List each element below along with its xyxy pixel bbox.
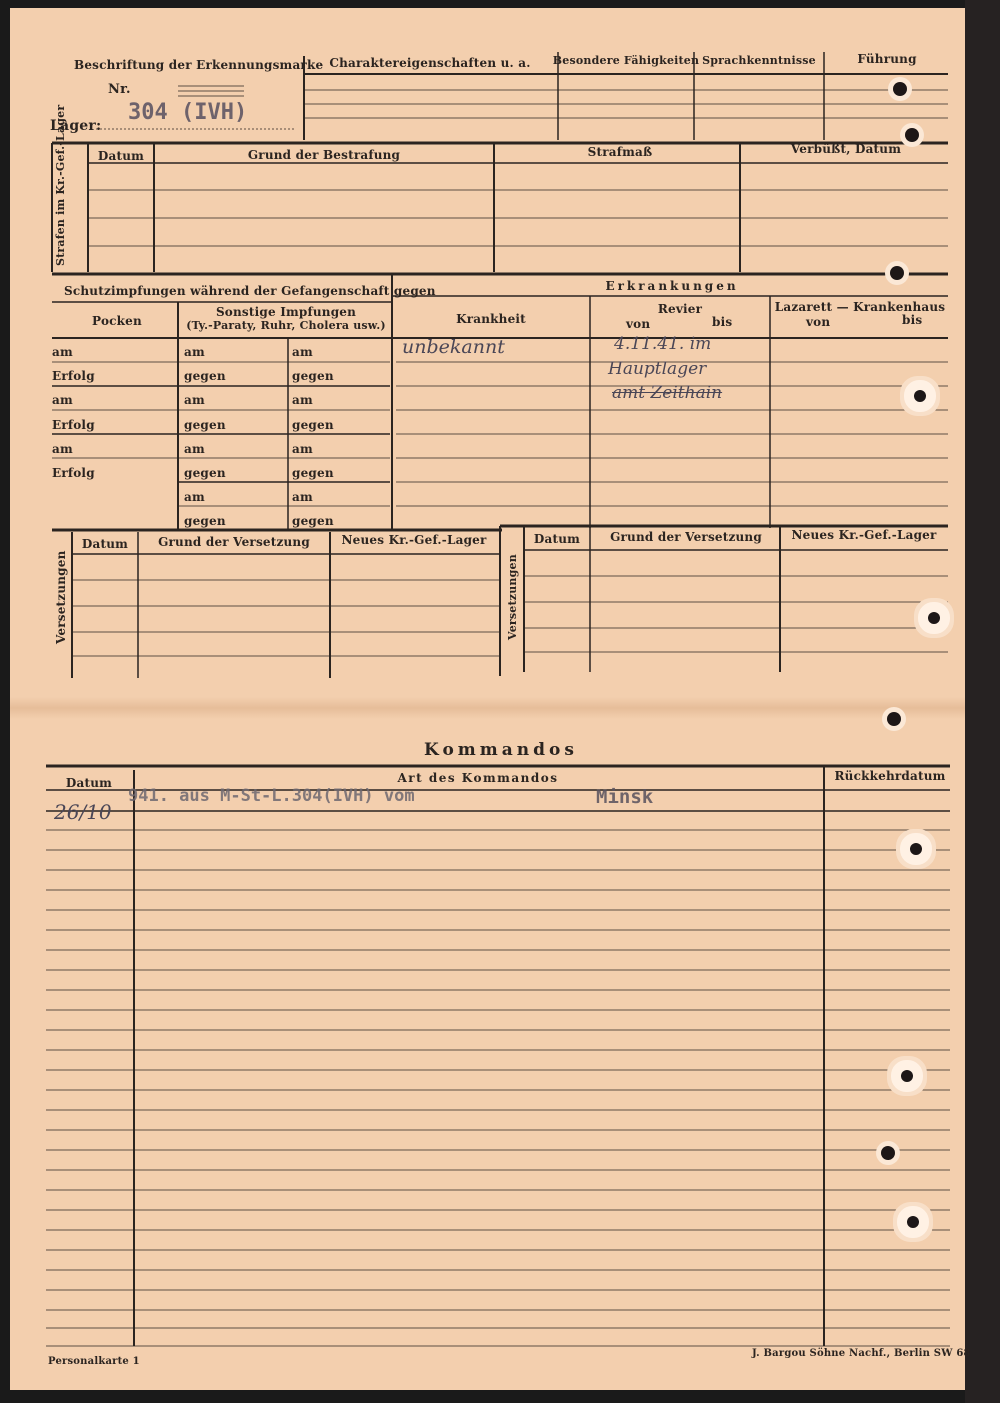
handwritten-krankheit: unbekannt: [402, 336, 505, 358]
versetzung-lager-header-left: Neues Kr.-Gef.-Lager: [341, 533, 487, 547]
impf-gegen-4a: gegen: [184, 514, 226, 528]
impf-gegen-3a: gegen: [184, 466, 226, 480]
impf-gegen-2b: gegen: [292, 418, 334, 432]
punch-hole: [928, 612, 940, 624]
punch-hole: [887, 712, 901, 726]
sonstige-sub-header: (Ty.-Paraty, Ruhr, Cholera usw.): [186, 319, 386, 332]
footer-printer: J. Bargou Söhne Nachf., Berlin SW 68: [752, 1348, 971, 1359]
impfungen-header: Schutzimpfungen während der Gefangenschaft gegen: [64, 284, 436, 298]
rueckkehr-header: Rückkehrdatum: [834, 769, 946, 783]
kommando-datum-header: Datum: [65, 776, 113, 790]
pocken-am-1: am: [52, 345, 73, 359]
strafen-grund-header: Grund der Bestrafung: [247, 148, 401, 162]
nr-label: Nr.: [108, 82, 131, 97]
impf-gegen-1b: gegen: [292, 369, 334, 383]
krankheit-header: Krankheit: [456, 312, 526, 326]
punch-hole: [905, 128, 919, 142]
impf-am-4b: am: [292, 490, 313, 504]
impf-am-3b: am: [292, 442, 313, 456]
kommando-stamp-minsk: Minsk: [596, 786, 654, 808]
punch-hole: [893, 82, 907, 96]
impf-am-2b: am: [292, 393, 313, 407]
strafen-datum-header: Datum: [97, 149, 145, 163]
fuehrung-header: Führung: [857, 52, 917, 66]
handwritten-revier-3: amt Zeithain: [612, 383, 723, 403]
erkrankungen-header: Erkrankungen: [605, 279, 739, 293]
handwritten-revier-1: 4.11.41. im: [614, 334, 712, 354]
lazarett-header: Lazarett — Krankenhaus: [774, 300, 946, 314]
impf-am-1b: am: [292, 345, 313, 359]
impf-am-4a: am: [184, 490, 205, 504]
versetzung-lager-header-right: Neues Kr.-Gef.-Lager: [791, 528, 937, 542]
revier-von-label: von: [626, 317, 651, 331]
pocken-erfolg-3: Erfolg: [52, 466, 95, 480]
kommando-stamp: 941. aus M-St-L.304(IVH) vom: [128, 786, 415, 806]
nr-value: 304 (IVH): [128, 100, 248, 125]
strafmass-header: Strafmaß: [587, 145, 653, 159]
punch-hole: [910, 843, 922, 855]
impf-am-2a: am: [184, 393, 205, 407]
versetzung-grund-header-right: Grund der Versetzung: [610, 530, 762, 544]
pocken-erfolg-2: Erfolg: [52, 418, 95, 432]
strafen-side-label: Strafen im Kr.-Gef.-Lager: [54, 104, 67, 266]
punch-hole: [914, 390, 926, 402]
impf-gegen-4b: gegen: [292, 514, 334, 528]
pocken-erfolg-1: Erfolg: [52, 369, 95, 383]
faehigkeiten-header: Besondere Fähigkeiten: [552, 54, 700, 67]
punch-hole: [901, 1070, 913, 1082]
punch-hole: [881, 1146, 895, 1160]
revier-bis-label: bis: [712, 315, 733, 329]
lazarett-von-label: von: [806, 315, 831, 329]
lazarett-bis-label: bis: [902, 313, 923, 327]
charakter-header: Charaktereigenschaften u. a.: [329, 56, 531, 70]
handwritten-revier-2: Hauptlager: [608, 359, 707, 379]
pocken-header: Pocken: [92, 314, 142, 328]
lager-label: Lager:: [50, 118, 102, 134]
pocken-am-3: am: [52, 442, 73, 456]
punch-hole: [907, 1216, 919, 1228]
revier-header: Revier: [657, 302, 703, 316]
pocken-am-2: am: [52, 393, 73, 407]
impf-gegen-2a: gegen: [184, 418, 226, 432]
versetzungen-side-label-left: Versetzungen: [54, 550, 68, 644]
impf-gegen-1a: gegen: [184, 369, 226, 383]
versetzungen-side-label-right: Versetzungen: [506, 554, 519, 640]
impf-gegen-3b: gegen: [292, 466, 334, 480]
footer-form-name: Personalkarte 1: [48, 1356, 140, 1367]
verbuesst-header: Verbüßt, Datum: [790, 142, 902, 156]
erkennungsmarke-label: Beschriftung der Erkennungsmarke: [74, 58, 324, 72]
kommandos-title: Kommandos: [424, 740, 578, 760]
handwritten-kommando-date: 26/10: [54, 800, 112, 824]
sonstige-header: Sonstige Impfungen: [215, 305, 357, 319]
impf-am-3a: am: [184, 442, 205, 456]
kommando-art-header: Art des Kommandos: [397, 771, 559, 785]
sprachen-header: Sprachkenntnisse: [702, 54, 816, 67]
versetzung-grund-header-left: Grund der Versetzung: [158, 535, 310, 549]
versetzung-datum-header-left: Datum: [81, 537, 129, 551]
versetzung-datum-header-right: Datum: [533, 532, 581, 546]
punch-hole: [890, 266, 904, 280]
impf-am-1a: am: [184, 345, 205, 359]
